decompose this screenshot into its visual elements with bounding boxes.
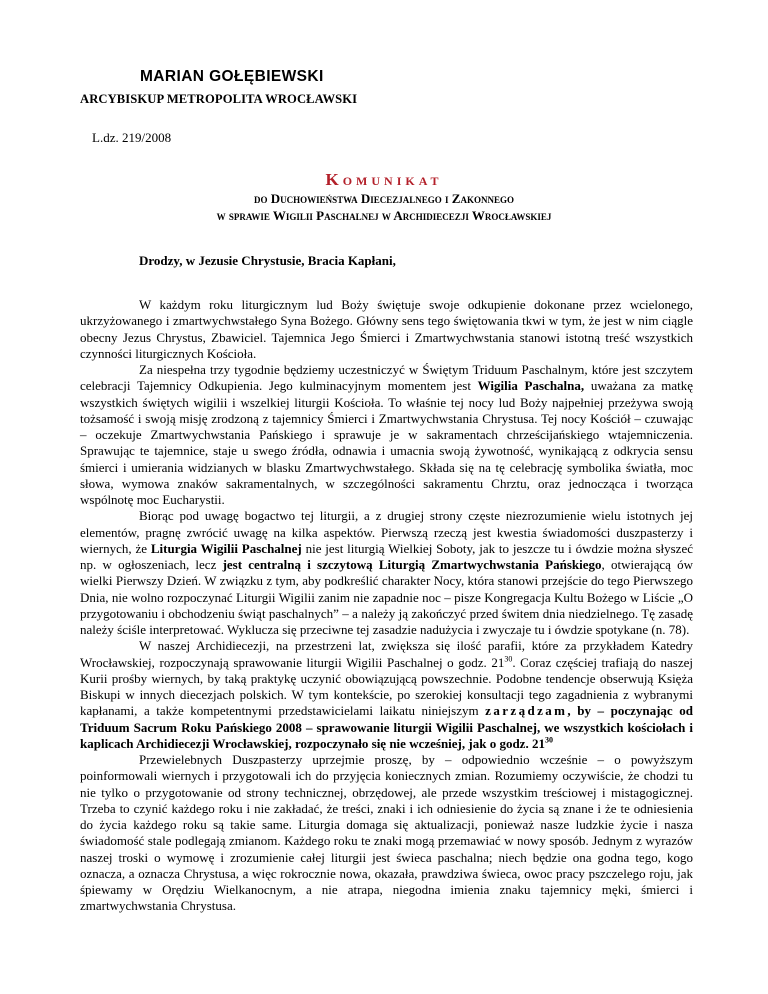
paragraph-4-decree: , by – poczynając od Triduum Sacrum Roku Pańskiego 2008 – sprawowanie liturgii Wigilii Paschalnej, we wszystkich kościołach i kaplicach Archidiecezji Wrocławskiej, rozpoczynało się nie wcześniej, jak o godz. 21 — [80, 703, 693, 751]
paragraph-4-text-a: W naszej Archidiecezji, na przestrzeni lat, zwiększa się ilość parafii, które za przykładem Katedry Wrocławskiej, rozpoczynają sprawowanie liturgii Wigilii Paschalnej o godz. 21 — [80, 638, 693, 670]
greeting: Drodzy, w Jezusie Chrystusie, Bracia Kapłani, — [139, 253, 396, 268]
paragraph-4-decree-word: zarządzam — [485, 703, 568, 719]
paragraph-3-text-a: Biorąc pod uwagę bogactwo tej liturgii, a z drugiej strony częste niezrozumienie wielu istotnych jej elementów, pragnę zwrócić uwagę na kilka aspektów. Pierwszą rzeczą jest kwestia świadomości duszpasterzy i wiernych, że — [80, 508, 693, 556]
document-subtitle-line1: do Duchowieństwa Diecezjalnego i Zakonnego — [254, 191, 514, 206]
paragraph-2-text-b: uważana za matkę wszystkich świętych wigilii i wszelkiej liturgii Kościoła. To właśnie tej nocy lud Boży najpełniej przeżywa swoją tożsamość i swoją misję zrodzoną z tajemnicy Śmierci i Zmartwychwstania Chrystusa. Tej nocy Kościół – czuwając – oczekuje Zmartwychwstania Pańskiego i sprawuje je w sakramentach chrześcijańskiego wtajemniczenia. Sprawując te tajemnice, staje u swego źródła, odnawia i umacnia swoją żywotność, wynikającą z odkrycia sensu śmierci i umierania widzianych w blasku Zmartwychwstałego. Składa się na tę celebrację symbolika światła, moc słowa, wymowa znaków sakramentalnych, w szczególności sakramentu Chrztu, oraz jednocząca i tworząca wspólnotę moc Eucharystii. — [80, 378, 693, 507]
paragraph-3-text-b: nie jest liturgią Wielkiej Soboty, jak to jeszcze tu i ówdzie można słyszeć np. w ogłoszeniach, lecz — [80, 540, 693, 572]
document-title: Komunikat — [325, 170, 443, 189]
paragraph-5: Przewielebnych Duszpasterzy uprzejmie proszę, by – odpowiednio wcześnie – o powyższym poinformowali wiernych i przygotowali ich do przyjęcia koniecznych zmian. Rozumiemy oczywiście, że chodzi tu nie tylko o przygotowanie od strony technicznej, obrzędowej, ale przede wszystkim treściowej i mistagogicznej. Trzeba to czynić każdego roku i nie zakładać, że treści, znaki i ich odniesienie do życia są znane i że te odniesienia do życia każdego roku są takie same. Liturgia domaga się aktualizacji, ponieważ nasze ludzkie życie i nasza świadomość stale podlegają zmianom. Każdego roku te znaki mogą przemawiać w nowy sposób. Jednym z wyrazów naszej troski o wymowę i zrozumienie całej liturgii jest świeca paschalna; niech będzie ona godna tego, kogo oznacza, a oznacza Chrystusa, a więc rokrocznie nowa, okazała, prawdziwa świeca, owoc pracy pszczelego roju, jak śpiewamy w Orędziu Wielkanocnym, a nie atrapa, niegodna imienia znaku tajemnicy męki, śmierci i zmartwychwstania Chrystusa. — [80, 752, 693, 914]
paragraph-3-emphasis-1: Liturgia Wigilii Paschalnej — [150, 540, 302, 556]
paragraph-2-text-a: Za niespełna trzy tygodnie będziemy uczestniczyć w Świętym Triduum Paschalnym, które jest szczytem celebracji Tajemnicy Odkupienia. Jego kulminacyjnym momentem jest — [80, 362, 693, 394]
author-name: MARIAN GOŁĘBIEWSKI — [140, 68, 324, 85]
paragraph-1: W każdym roku liturgicznym lud Boży świętuje swoje odkupienie dokonane przez wcielonego, ukrzyżowanego i zmartwychwstałego Syna Bożego. Główny sens tego świętowania tkwi w tym, że jest w nim ciągle obecny Jezus Chrystus, Zbawiciel. Tajemnica Jego Śmierci i Zmartwychwstania stanowi istotną treść wszystkich czynności liturgicznych Kościoła. — [80, 297, 693, 361]
reference-number: L.dz. 219/2008 — [92, 130, 172, 145]
paragraph-4 — [80, 638, 693, 752]
paragraph-4-superscript-2: 30 — [544, 735, 553, 745]
letter-body — [80, 297, 693, 915]
paragraph-3 — [80, 508, 693, 638]
paragraph-2-emphasis: Wigilia Paschalna, — [477, 378, 585, 394]
paragraph-4-superscript-1: 30 — [504, 654, 513, 664]
paragraph-3-emphasis-2: jest centralną i szczytową Liturgią Zmartwychwstania Pańskiego — [222, 557, 602, 572]
document-subtitle-line2: w sprawie Wigilii Paschalnej w Archidiecezji Wrocławskiej — [216, 208, 552, 223]
paragraph-3-text-c: , otwierającą ów wielki Pierwszy Dzień. W związku z tym, aby podkreślić charakter Nocy, która stanowi przejście do tego Pierwszego Dnia, nie wolno rozpoczynać Liturgii Wigilii zanim nie zapadnie noc – pisze Kongregacja Kultu Bożego w Liście „O przygotowaniu i obchodzeniu świąt paschalnych” – a należy ją zakończyć przed świtem dnia niedzielnego. Tę zasadę należy ściśle interpretować. Wyklucza się przeciwne tej zasadzie nadużycia i zwyczaje tu i ówdzie spotykane (n. 78). — [80, 557, 693, 637]
paragraph-4-text-b: . Coraz częściej trafiają do naszej Kurii prośby wiernych, by taką praktykę uczynić obowiązującą powszechnie. Podobne tendencje obserwują Księża Biskupi w innych diecezjach polskich. W tym kontekście, po szerokiej konsultacji tego zagadnienia z wybranymi kapłanami, a także kompetentnymi przedstawicielami laikatu niniejszym — [80, 654, 693, 719]
author-title: ARCYBISKUP METROPOLITA WROCŁAWSKI — [80, 92, 358, 106]
paragraph-2 — [80, 362, 693, 508]
